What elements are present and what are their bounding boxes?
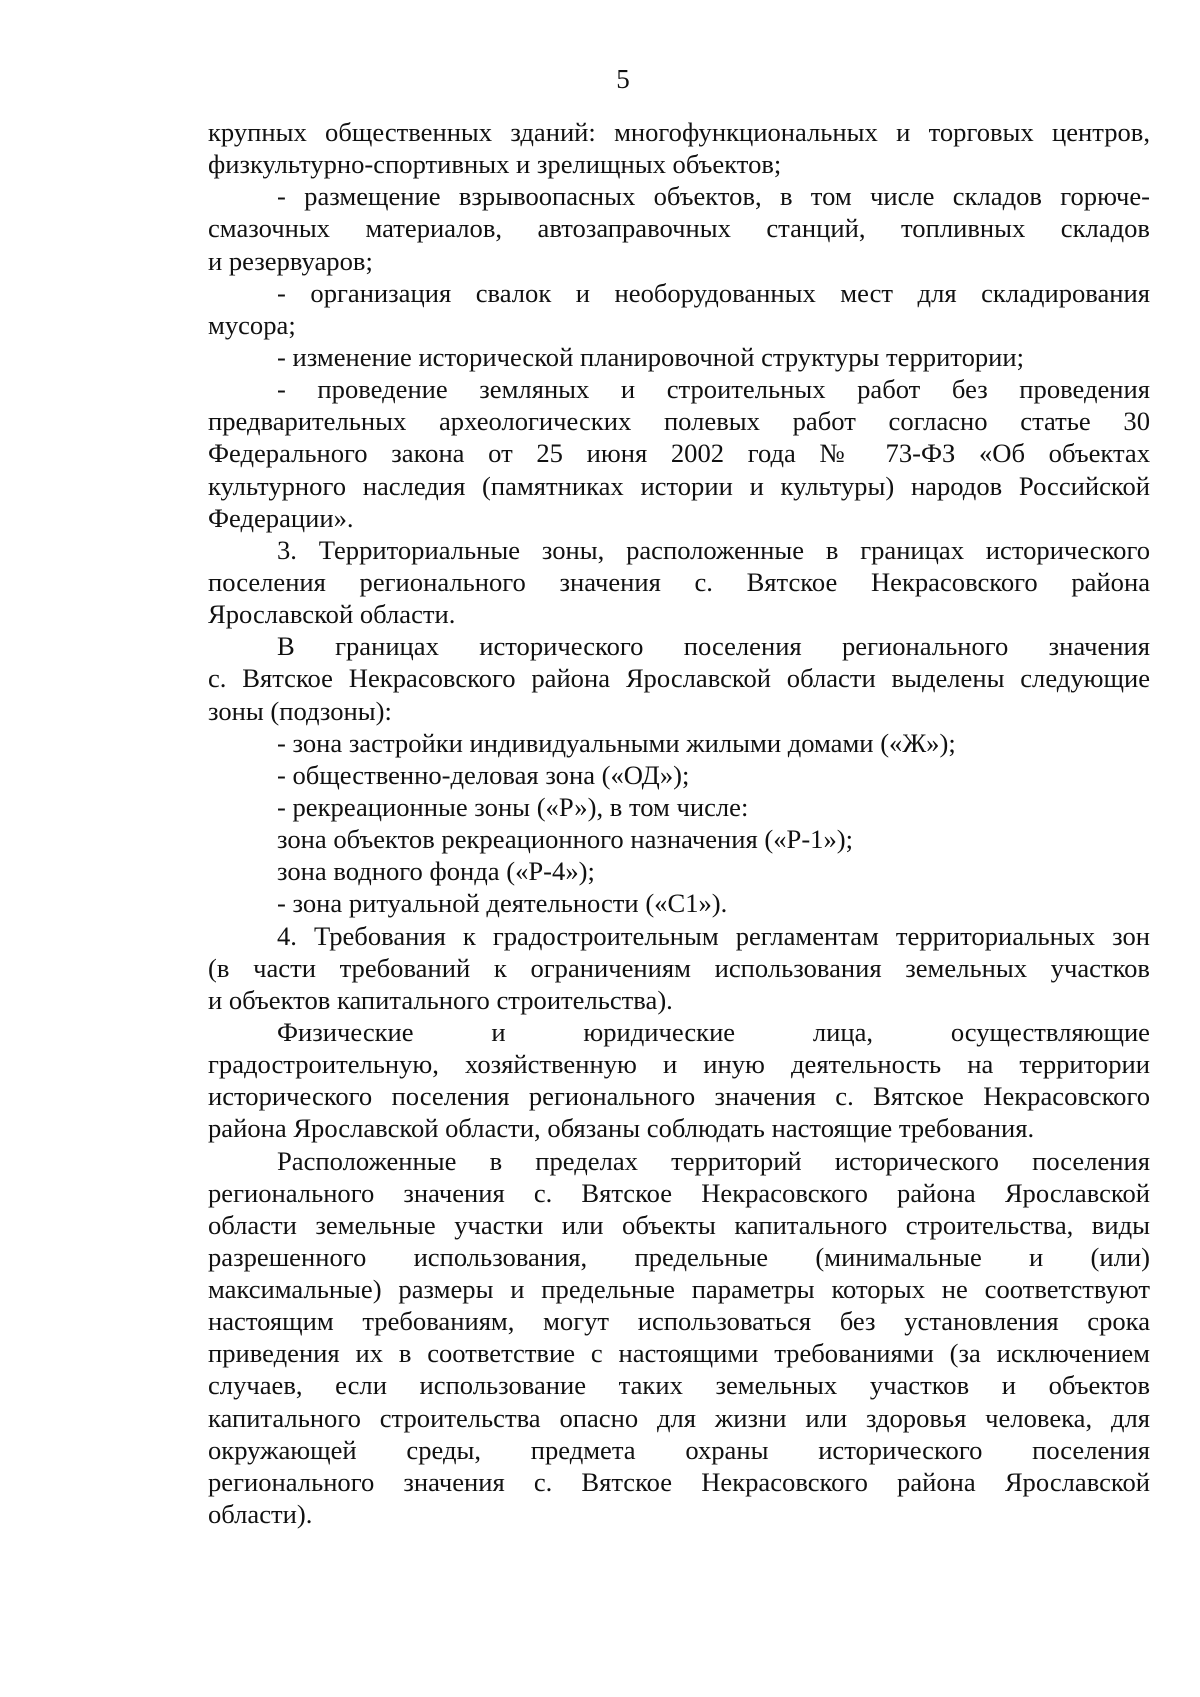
text-line: области).: [208, 1499, 313, 1530]
section-heading-line: Ярославской области.: [208, 599, 456, 630]
section-heading-line: поселения регионального значения с. Вятское Некрасовского района: [208, 566, 1150, 597]
text-line: градостроительную, хозяйственную и иную деятельность на территории: [208, 1049, 1150, 1080]
text-line: - проведение земляных и строительных работ без проведения: [277, 374, 1150, 405]
text-line: смазочных материалов, автозаправочных станций, топливных складов: [208, 213, 1150, 244]
text-line: района Ярославской области, обязаны соблюдать настоящие требования.: [208, 1113, 1035, 1144]
text-line: зоны (подзоны):: [208, 695, 392, 726]
text-line: случаев, если использование таких земельных участков и объектов: [208, 1370, 1150, 1401]
text-line: культурного наследия (памятниках истории и культуры) народов Российской: [208, 470, 1150, 501]
text-line: области земельные участки или объекты капитального строительства, виды: [208, 1209, 1150, 1240]
text-line: Расположенные в пределах территорий исторического поселения: [277, 1145, 1150, 1176]
text-line: капитального строительства опасно для жизни или здоровья человека, для: [208, 1402, 1150, 1433]
text-line: Федерации».: [208, 502, 354, 533]
text-line: приведения их в соответствие с настоящими требованиями (за исключением: [208, 1338, 1150, 1369]
text-line: Физические и юридические лица, осуществляющие: [277, 1016, 1150, 1047]
text-line: с. Вятское Некрасовского района Ярославской области выделены следующие: [208, 663, 1150, 694]
text-line: предварительных археологических полевых работ согласно статье 30: [208, 406, 1150, 437]
list-item: зона водного фонда («Р-4»);: [277, 856, 595, 887]
text-line: разрешенного использования, предельные (минимальные и (или): [208, 1241, 1150, 1272]
text-line: - изменение исторической планировочной структуры территории;: [277, 341, 1025, 372]
text-line: максимальные) размеры и предельные параметры которых не соответствуют: [208, 1274, 1150, 1305]
list-item: - зона застройки индивидуальными жилыми домами («Ж»);: [277, 727, 956, 758]
list-item: зона объектов рекреационного назначения («Р-1»);: [277, 824, 854, 855]
text-line: - организация свалок и необорудованных мест для складирования: [277, 277, 1150, 308]
text-line: настоящим требованиям, могут использоваться без установления срока: [208, 1306, 1150, 1337]
text-line: и резервуаров;: [208, 245, 373, 276]
text-line: В границах исторического поселения регионального значения: [277, 631, 1150, 662]
text-line: регионального значения с. Вятское Некрасовского района Ярославской: [208, 1466, 1150, 1497]
text-line: - размещение взрывоопасных объектов, в том числе складов горюче-: [277, 181, 1150, 212]
text-line: окружающей среды, предмета охраны исторического поселения: [208, 1434, 1150, 1465]
page-number: 5: [616, 64, 630, 94]
text-line: исторического поселения регионального значения с. Вятское Некрасовского: [208, 1081, 1150, 1112]
list-item: - зона ритуальной деятельности («С1»).: [277, 888, 728, 919]
text-line: регионального значения с. Вятское Некрасовского района Ярославской: [208, 1177, 1150, 1208]
section-heading-line: 3. Территориальные зоны, расположенные в границах исторического: [277, 534, 1150, 565]
section-heading-line: 4. Требования к градостроительным регламентам территориальных зон: [277, 920, 1150, 951]
text-line: Федерального закона от 25 июня 2002 года № 73-ФЗ «Об объектах: [208, 438, 1150, 469]
document-body: [208, 116, 1150, 1530]
text-line: мусора;: [208, 309, 296, 340]
text-line: физкультурно-спортивных и зрелищных объектов;: [208, 149, 782, 180]
section-heading-line: и объектов капитального строительства).: [208, 984, 673, 1015]
text-line: крупных общественных зданий: многофункциональных и торговых центров,: [208, 117, 1150, 147]
list-item: - рекреационные зоны («Р»), в том числе:: [277, 791, 749, 822]
section-heading-line: (в части требований к ограничениям использования земельных участков: [208, 952, 1150, 983]
list-item: - общественно-деловая зона («ОД»);: [277, 759, 690, 790]
